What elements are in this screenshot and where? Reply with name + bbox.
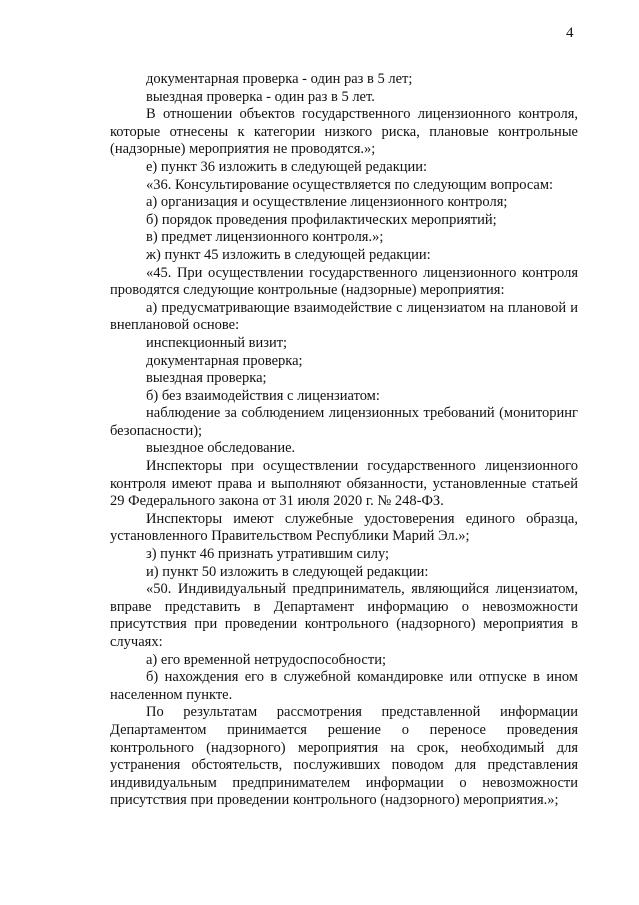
paragraph: б) порядок проведения профилактических мероприятий; (146, 211, 497, 228)
paragraph: а) его временной нетрудоспособности; (146, 651, 386, 668)
paragraph: По результатам рассмотрения представленной информации Департаментом принимается решение о переносе проведения контрольного (надзорного) мероприятия на срок, необходимый для устранения обстоятельств, послуживших поводом для представления индивидуальным предпринимателем информации о невозможности присутствия при проведении контрольного (надзорного) мероприятия.»; (110, 704, 578, 809)
paragraph: В отношении объектов государственного лицензионного контроля, которые отнесены к категории низкого риска, плановые контрольные (надзорные) мероприятия не проводятся.»; (110, 106, 578, 158)
paragraph: з) пункт 46 признать утратившим силу; (146, 546, 390, 563)
paragraph: Инспекторы имеют служебные удостоверения единого образца, установленного Правительством Республики Марий Эл.»; (110, 510, 578, 545)
paragraph: ж) пункт 45 изложить в следующей редакции: (146, 246, 431, 263)
paragraph: выездная проверка - один раз в 5 лет. (146, 88, 375, 105)
paragraph: б) без взаимодействия с лицензиатом: (146, 387, 380, 404)
paragraph: Инспекторы при осуществлении государственного лицензионного контроля имеют права и выполняют обязанности, установленные статьей 29 Федерального закона от 31 июля 2020 г. № 248-ФЗ. (110, 458, 578, 510)
paragraph: документарная проверка - один раз в 5 лет; (146, 71, 413, 87)
paragraph: выездное обследование. (146, 440, 296, 457)
page-number: 4 (566, 25, 574, 41)
document-body (110, 71, 578, 810)
paragraph: а) организация и осуществление лицензионного контроля; (146, 194, 508, 211)
paragraph: б) нахождения его в служебной командировке или отпуске в ином населенном пункте. (110, 669, 578, 703)
paragraph: е) пункт 36 изложить в следующей редакции: (146, 158, 428, 175)
paragraph: и) пункт 50 изложить в следующей редакции: (146, 563, 429, 580)
paragraph: в) предмет лицензионного контроля.»; (146, 229, 384, 246)
paragraph: а) предусматривающие взаимодействие с лицензиатом на плановой и внеплановой основе: (110, 299, 578, 334)
paragraph: «50. Индивидуальный предприниматель, являющийся лицензиатом, вправе представить в Департамент информацию о невозможности присутствия при проведении контрольного (надзорного) мероприятия в случаях: (110, 581, 578, 650)
paragraph: выездная проверка; (146, 370, 267, 387)
paragraph: документарная проверка; (146, 352, 303, 369)
paragraph: «45. При осуществлении государственного лицензионного контроля проводятся следующие контрольные (надзорные) мероприятия: (110, 264, 578, 299)
paragraph: «36. Консультирование осуществляется по следующим вопросам: (146, 176, 554, 193)
paragraph: наблюдение за соблюдением лицензионных требований (мониторинг безопасности); (110, 405, 578, 439)
paragraph: инспекционный визит; (146, 334, 288, 351)
